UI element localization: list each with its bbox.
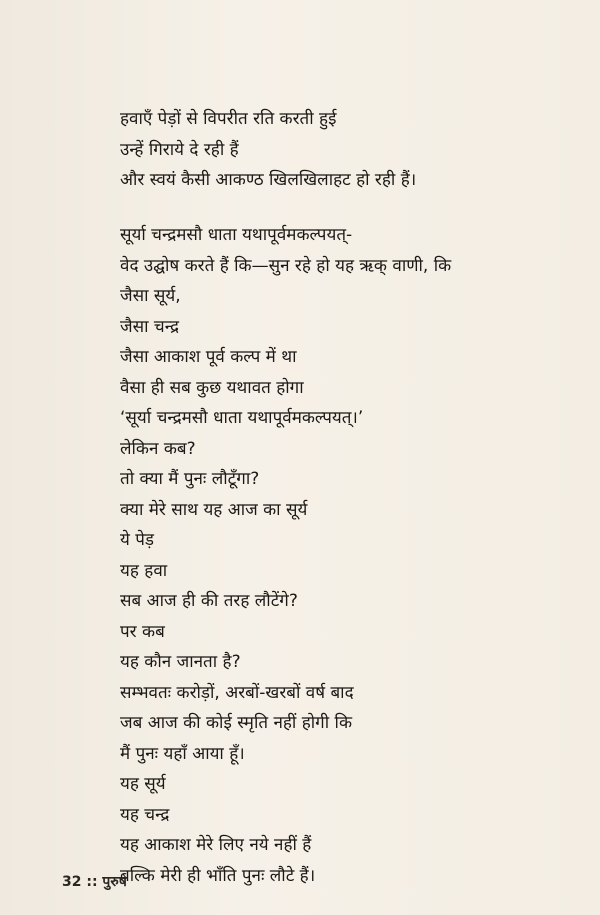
poem-stanza-1 bbox=[120, 104, 560, 196]
poem-line: मैं पुनः यहाँ आया हूँ। bbox=[120, 743, 245, 764]
poem-line: यह सूर्य bbox=[120, 774, 166, 794]
poem-line: क्या मेरे साथ यह आज का सूर्य bbox=[120, 499, 308, 520]
poem-line: जैसा सूर्य, bbox=[120, 286, 181, 306]
poem-line: यह आकाश मेरे लिए नये नहीं हैं bbox=[120, 835, 312, 855]
poem-line: उन्हें गिराये दे रही हैं bbox=[120, 139, 239, 160]
poem-line: सब आज ही की तरह लौटेंगे? bbox=[120, 591, 298, 611]
poem-line: ‘सूर्या चन्द्रमसौ धाता यथापूर्वमकल्पयत्।’ bbox=[120, 408, 364, 428]
poem-line: पर कब bbox=[120, 621, 165, 642]
poem-line: सम्भवतः करोड़ों, अरबों-खरबों वर्ष बाद bbox=[120, 682, 354, 703]
poem-line: सूर्या चन्द्रमसौ धाता यथापूर्वमकल्पयत्- bbox=[120, 225, 353, 245]
poem-line: ये पेड़ bbox=[120, 530, 155, 550]
poem-line: जब आज की कोई स्मृति नहीं होगी कि bbox=[120, 713, 353, 733]
poem-line: बल्कि मेरी ही भाँति पुनः लौटे हैं। bbox=[120, 865, 316, 886]
poem-line: यह कौन जानता है? bbox=[120, 652, 241, 672]
poem-line: तो क्या मैं पुनः लौटूँगा? bbox=[120, 469, 260, 489]
poem-line: वैसा ही सब कुछ यथावत होगा bbox=[120, 377, 304, 398]
poem-line: जैसा चन्द्र bbox=[120, 316, 179, 337]
poem-line: लेकिन कब? bbox=[120, 438, 196, 459]
poem-line: हवाएँ पेड़ों से विपरीत रति करती हुई bbox=[120, 109, 337, 129]
poem-line: यह हवा bbox=[120, 560, 168, 581]
poem-line: यह चन्द्र bbox=[120, 804, 170, 825]
poem-line: जैसा आकाश पूर्व कल्प में था bbox=[120, 347, 297, 367]
poem-line: और स्वयं कैसी आकण्ठ खिलखिलाहट हो रही हैं। bbox=[120, 170, 417, 190]
poem-stanza-2 bbox=[120, 220, 560, 891]
page-number-footer: 32 :: पुरुष bbox=[62, 874, 127, 890]
poem-line: वेद उद्घोष करते हैं कि—सुन रहे हो यह ऋक् वाणी, कि bbox=[120, 255, 452, 276]
